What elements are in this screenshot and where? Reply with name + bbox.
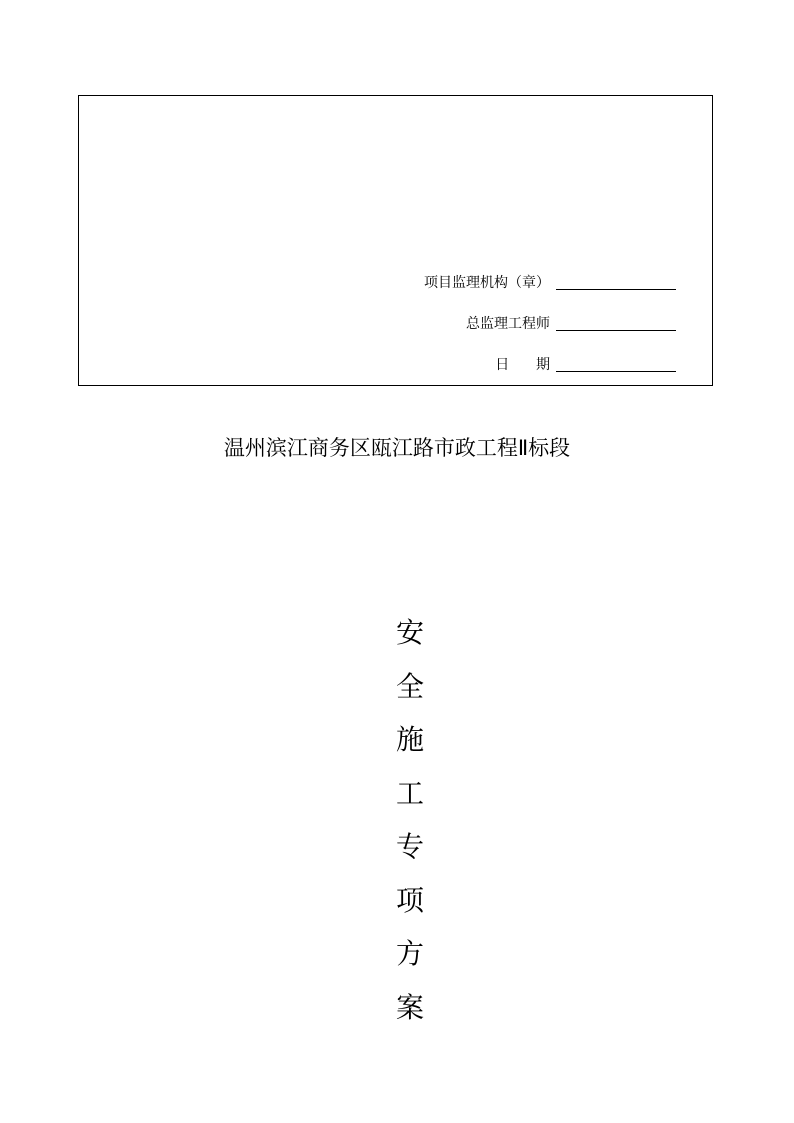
date-row (495, 356, 676, 374)
document-title (377, 611, 443, 1039)
chief-engineer-signature-line[interactable] (556, 330, 676, 331)
date-label: 日 期 (495, 357, 550, 373)
document-title-char: 安 (395, 616, 424, 649)
date-signature-line[interactable] (556, 371, 676, 372)
document-title-char: 施 (395, 723, 424, 756)
approval-signature-box (78, 95, 713, 386)
document-title-char: 专 (395, 830, 424, 863)
document-title-char: 工 (395, 776, 424, 810)
document-title-char: 案 (395, 990, 424, 1024)
supervision-agency-signature-line[interactable] (556, 289, 676, 290)
supervision-agency-row (424, 274, 676, 292)
chief-engineer-label: 总监理工程师 (466, 316, 550, 332)
project-title: 温州滨江商务区瓯江路市政工程Ⅱ标段 (223, 436, 571, 460)
document-title-char: 全 (395, 669, 424, 703)
document-title-char: 方 (395, 937, 424, 970)
chief-engineer-row (466, 315, 676, 333)
document-title-char: 项 (395, 883, 424, 917)
supervision-agency-label: 项目监理机构（章） (424, 275, 550, 291)
